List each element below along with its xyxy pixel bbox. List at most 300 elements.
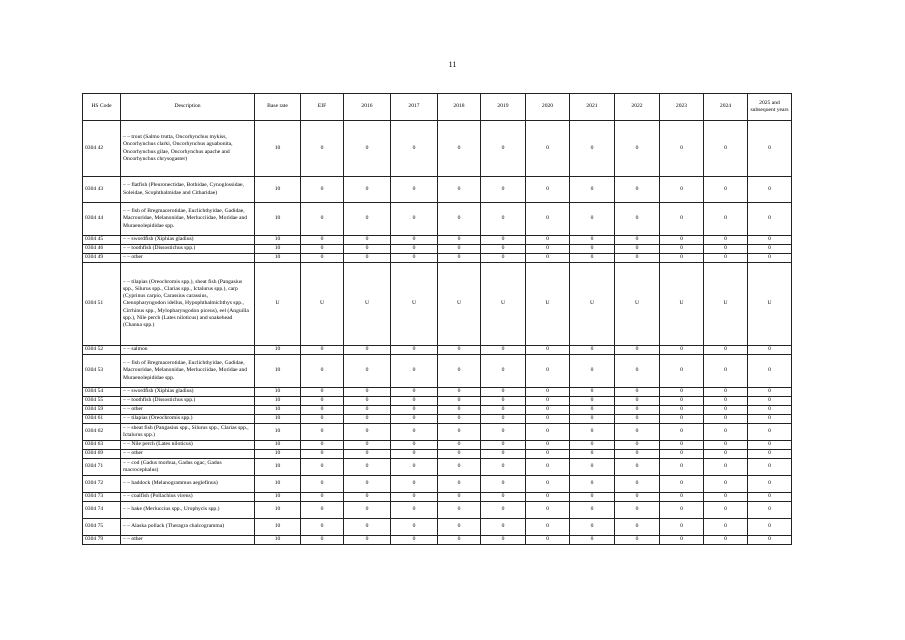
rate-cell: 0 — [748, 121, 792, 177]
rate-cell: 0 — [344, 415, 391, 424]
rate-cell: 0 — [615, 415, 660, 424]
rate-cell: 0 — [704, 441, 748, 450]
table-row — [83, 177, 792, 203]
hs-code-cell: 0304 53 — [83, 355, 121, 388]
rate-cell: U — [391, 263, 438, 346]
hs-code-cell: 0304 61 — [83, 415, 121, 424]
rate-cell: 0 — [438, 519, 481, 536]
rate-cell: 0 — [615, 355, 660, 388]
table-row — [83, 536, 792, 545]
table-header-row — [83, 94, 792, 121]
rate-cell: 0 — [704, 424, 748, 441]
rate-cell: 0 — [526, 536, 570, 545]
rate-cell: 0 — [660, 397, 704, 406]
rate-cell: 0 — [391, 493, 438, 502]
rate-cell: U — [615, 263, 660, 346]
rate-cell: 0 — [526, 476, 570, 493]
rate-cell: 0 — [391, 415, 438, 424]
rate-cell: 0 — [748, 502, 792, 519]
rate-cell: 0 — [615, 424, 660, 441]
rate-cell: 0 — [391, 121, 438, 177]
rate-cell: 0 — [391, 177, 438, 203]
rate-cell: U — [481, 263, 526, 346]
rate-cell: 0 — [570, 519, 615, 536]
description-cell: – – tilapias (Oreochromis spp.), sheat fish (Pangasius spp., Silurus spp., Clarias spp., Ictalurus spp.), carp (Cyprinus carpio, Carassius carassius, Ctenopharyngodon idellus, Hypophthalmichthys spp., Cirrhinus spp., Mylopharyngodon piceus), eel (Anguilla spp.), Nile perch (Lates niloticus) and snakehead (Channa spp.) — [121, 263, 255, 346]
rate-cell: 0 — [481, 346, 526, 355]
hs-code-cell: 0304 71 — [83, 459, 121, 476]
rate-cell: 0 — [438, 406, 481, 415]
rate-cell: 0 — [526, 245, 570, 254]
table-row — [83, 121, 792, 177]
table-body — [83, 121, 792, 545]
rate-cell: 0 — [748, 459, 792, 476]
rate-cell: 0 — [660, 203, 704, 236]
description-cell: – – Nile perch (Lates niloticus) — [121, 441, 255, 450]
rate-cell: 0 — [391, 245, 438, 254]
rate-cell: 10 — [255, 245, 301, 254]
description-cell: – – tilapias (Oreochromis spp.) — [121, 415, 255, 424]
rate-cell: 0 — [660, 346, 704, 355]
rate-cell: 0 — [438, 450, 481, 459]
rate-cell: 0 — [481, 519, 526, 536]
rate-cell: 0 — [301, 397, 344, 406]
rate-cell: 10 — [255, 424, 301, 441]
rate-cell: 0 — [301, 441, 344, 450]
rate-cell: 0 — [570, 450, 615, 459]
rate-cell: U — [438, 263, 481, 346]
rate-cell: 0 — [391, 519, 438, 536]
rate-cell: 0 — [704, 502, 748, 519]
rate-cell: 0 — [301, 424, 344, 441]
rate-cell: 0 — [344, 245, 391, 254]
rate-cell: 0 — [391, 450, 438, 459]
column-header: 2024 — [704, 94, 748, 121]
rate-cell: 0 — [526, 493, 570, 502]
hs-code-cell: 0304 79 — [83, 536, 121, 545]
hs-code-cell: 0304 45 — [83, 236, 121, 245]
rate-cell: 0 — [438, 397, 481, 406]
table-row — [83, 519, 792, 536]
rate-cell: 0 — [481, 424, 526, 441]
rate-cell: 0 — [391, 502, 438, 519]
rate-cell: 0 — [481, 254, 526, 263]
rate-cell: 0 — [704, 536, 748, 545]
hs-code-cell: 0304 69 — [83, 450, 121, 459]
rate-cell: 0 — [391, 536, 438, 545]
rate-cell: 0 — [438, 254, 481, 263]
rate-cell: 10 — [255, 177, 301, 203]
rate-cell: 0 — [438, 121, 481, 177]
rate-cell: 0 — [570, 177, 615, 203]
rate-cell: 0 — [748, 236, 792, 245]
table-row — [83, 493, 792, 502]
description-cell: – – toothfish (Dissostichus spp.) — [121, 397, 255, 406]
rate-cell: 0 — [660, 441, 704, 450]
rate-cell: 0 — [704, 121, 748, 177]
rate-cell: 0 — [570, 203, 615, 236]
rate-cell: 10 — [255, 346, 301, 355]
rate-cell: 0 — [615, 203, 660, 236]
rate-cell: 0 — [481, 502, 526, 519]
table-row — [83, 245, 792, 254]
rate-cell: 0 — [704, 397, 748, 406]
hs-code-cell: 0304 49 — [83, 254, 121, 263]
table-row — [83, 476, 792, 493]
rate-cell: 0 — [481, 415, 526, 424]
description-cell: – – swordfish (Xiphias gladius) — [121, 388, 255, 397]
column-header: 2020 — [526, 94, 570, 121]
hs-code-cell: 0304 54 — [83, 388, 121, 397]
rate-cell: 10 — [255, 441, 301, 450]
rate-cell: 0 — [615, 245, 660, 254]
column-header: 2017 — [391, 94, 438, 121]
table-row — [83, 254, 792, 263]
rate-cell: 0 — [438, 502, 481, 519]
column-header: 2019 — [481, 94, 526, 121]
rate-cell: 0 — [526, 346, 570, 355]
rate-cell: 0 — [301, 254, 344, 263]
rate-cell: 0 — [570, 121, 615, 177]
rate-cell: U — [526, 263, 570, 346]
rate-cell: 0 — [570, 254, 615, 263]
rate-cell: 0 — [615, 388, 660, 397]
rate-cell: 0 — [301, 406, 344, 415]
rate-cell: 0 — [391, 406, 438, 415]
rate-cell: 0 — [481, 441, 526, 450]
rate-cell: 0 — [615, 177, 660, 203]
hs-code-cell: 0304 46 — [83, 245, 121, 254]
description-cell: – – flatfish (Pleuronectidae, Bothidae, Cynoglossidae, Soleidae, Scophthalmidae and Citharidae) — [121, 177, 255, 203]
hs-code-cell: 0304 73 — [83, 493, 121, 502]
rate-cell: 0 — [748, 254, 792, 263]
hs-code-cell: 0304 62 — [83, 424, 121, 441]
rate-cell: 0 — [481, 476, 526, 493]
rate-cell: 0 — [344, 424, 391, 441]
rate-cell: 0 — [391, 424, 438, 441]
rate-cell: 0 — [391, 441, 438, 450]
hs-code-cell: 0304 44 — [83, 203, 121, 236]
rate-cell: 0 — [748, 441, 792, 450]
table-row — [83, 450, 792, 459]
rate-cell: 10 — [255, 406, 301, 415]
hs-code-cell: 0304 51 — [83, 263, 121, 346]
rate-cell: 0 — [526, 177, 570, 203]
rate-cell: 10 — [255, 254, 301, 263]
rate-cell: 0 — [301, 493, 344, 502]
rate-cell: 0 — [391, 254, 438, 263]
description-cell: – – trout (Salmo trutta, Oncorhynchus mykiss, Oncorhynchus clarki, Oncorhynchus aguabonita, Oncorhynchus gilae, Oncorhynchus apache and Oncorhynchus chrysogaster) — [121, 121, 255, 177]
rate-cell: 0 — [481, 177, 526, 203]
rate-cell: 0 — [391, 236, 438, 245]
rate-cell: 0 — [481, 406, 526, 415]
rate-cell: 10 — [255, 493, 301, 502]
description-cell: – – cod (Gadus morhua, Gadus ogac, Gadus macrocephalus) — [121, 459, 255, 476]
table-row — [83, 355, 792, 388]
column-header: HS Code — [83, 94, 121, 121]
rate-cell: 0 — [301, 388, 344, 397]
rate-cell: 0 — [748, 355, 792, 388]
description-cell: – – swordfish (Xiphias gladius) — [121, 236, 255, 245]
rate-cell: 10 — [255, 388, 301, 397]
rate-cell: 0 — [748, 245, 792, 254]
rate-cell: 0 — [615, 441, 660, 450]
rate-cell: 0 — [748, 397, 792, 406]
rate-cell: 0 — [526, 450, 570, 459]
rate-cell: 0 — [748, 177, 792, 203]
rate-cell: 0 — [481, 245, 526, 254]
rate-cell: 0 — [481, 236, 526, 245]
hs-code-cell: 0304 55 — [83, 397, 121, 406]
rate-cell: 0 — [301, 459, 344, 476]
rate-cell: 0 — [570, 406, 615, 415]
description-cell: – – other — [121, 406, 255, 415]
rate-cell: 0 — [301, 476, 344, 493]
rate-cell: 0 — [301, 536, 344, 545]
rate-cell: 0 — [344, 346, 391, 355]
rate-cell: 0 — [660, 459, 704, 476]
table-row — [83, 397, 792, 406]
table-row — [83, 236, 792, 245]
rate-cell: 0 — [704, 254, 748, 263]
rate-cell: 0 — [704, 476, 748, 493]
rate-cell: 0 — [704, 355, 748, 388]
description-cell: – – haddock (Melanogrammus aeglefinus) — [121, 476, 255, 493]
rate-cell: 10 — [255, 355, 301, 388]
table-row — [83, 424, 792, 441]
column-header: 2023 — [660, 94, 704, 121]
rate-cell: 0 — [704, 450, 748, 459]
rate-cell: 0 — [748, 406, 792, 415]
rate-cell: 0 — [438, 493, 481, 502]
rate-cell: 0 — [526, 424, 570, 441]
rate-cell: 0 — [704, 203, 748, 236]
rate-cell: 0 — [481, 536, 526, 545]
rate-cell: 0 — [301, 177, 344, 203]
page-number: 11 — [448, 60, 457, 69]
rate-cell: 0 — [438, 536, 481, 545]
rate-cell: 0 — [526, 388, 570, 397]
rate-cell: 0 — [344, 121, 391, 177]
description-cell: – – Alaska pollack (Theragra chalcogramma) — [121, 519, 255, 536]
description-cell: – – fish of Bregmacerotidae, Euclichthyidae, Gadidae, Macrouridae, Melanonidae, Merlucciidae, Moridae and Muraenolepididae spp. — [121, 203, 255, 236]
column-header: 2016 — [344, 94, 391, 121]
rate-cell: 0 — [570, 397, 615, 406]
rate-cell: 0 — [438, 388, 481, 397]
rate-cell: 0 — [344, 203, 391, 236]
rate-cell: 0 — [570, 493, 615, 502]
rate-cell: 0 — [748, 424, 792, 441]
table-row — [83, 459, 792, 476]
rate-cell: 10 — [255, 519, 301, 536]
rate-cell: 0 — [391, 397, 438, 406]
rate-cell: 0 — [748, 388, 792, 397]
hs-code-cell: 0304 74 — [83, 502, 121, 519]
rate-cell: 0 — [344, 502, 391, 519]
table-row — [83, 441, 792, 450]
rate-cell: 0 — [526, 355, 570, 388]
rate-cell: 0 — [481, 121, 526, 177]
rate-cell: 0 — [704, 177, 748, 203]
rate-cell: 0 — [344, 388, 391, 397]
hs-code-cell: 0304 59 — [83, 406, 121, 415]
rate-cell: 10 — [255, 450, 301, 459]
rate-cell: 0 — [748, 476, 792, 493]
rate-cell: 0 — [526, 441, 570, 450]
hs-code-cell: 0304 42 — [83, 121, 121, 177]
rate-cell: 0 — [344, 450, 391, 459]
rate-cell: 10 — [255, 476, 301, 493]
column-header: EIF — [301, 94, 344, 121]
rate-cell: 0 — [570, 536, 615, 545]
rate-cell: 0 — [301, 236, 344, 245]
rate-cell: 0 — [344, 441, 391, 450]
rate-cell: 0 — [526, 459, 570, 476]
rate-cell: 0 — [660, 519, 704, 536]
rate-cell: 0 — [301, 415, 344, 424]
rate-cell: 0 — [481, 355, 526, 388]
rate-cell: 0 — [660, 493, 704, 502]
rate-cell: 0 — [526, 236, 570, 245]
table-row — [83, 346, 792, 355]
column-header: Base rate — [255, 94, 301, 121]
rate-cell: 0 — [615, 502, 660, 519]
rate-cell: 0 — [615, 346, 660, 355]
rate-cell: 10 — [255, 203, 301, 236]
rate-cell: 0 — [526, 203, 570, 236]
rate-cell: U — [704, 263, 748, 346]
hs-code-cell: 0304 75 — [83, 519, 121, 536]
rate-cell: 0 — [748, 519, 792, 536]
description-cell: – – hake (Merluccius spp., Urophycis spp.) — [121, 502, 255, 519]
rate-cell: 0 — [704, 346, 748, 355]
rate-cell: 0 — [438, 476, 481, 493]
rate-cell: 0 — [660, 502, 704, 519]
description-cell: – – sheat fish (Pangasius spp., Silurus spp., Clarias spp., Ictalurus spp.) — [121, 424, 255, 441]
rate-cell: 0 — [481, 388, 526, 397]
rate-cell: 0 — [660, 476, 704, 493]
rate-cell: 0 — [301, 346, 344, 355]
description-cell: – – other — [121, 254, 255, 263]
table-row — [83, 406, 792, 415]
rate-cell: 0 — [526, 397, 570, 406]
rate-cell: 0 — [391, 355, 438, 388]
rate-cell: 0 — [438, 459, 481, 476]
rate-cell: 0 — [748, 536, 792, 545]
rate-cell: 0 — [344, 493, 391, 502]
rate-cell: 0 — [438, 424, 481, 441]
rate-cell: 0 — [481, 493, 526, 502]
tariff-schedule-table — [82, 93, 792, 545]
column-header: 2022 — [615, 94, 660, 121]
description-cell: – – salmon — [121, 346, 255, 355]
rate-cell: 0 — [344, 406, 391, 415]
rate-cell: 0 — [391, 346, 438, 355]
rate-cell: 0 — [615, 476, 660, 493]
rate-cell: 0 — [704, 493, 748, 502]
rate-cell: 10 — [255, 502, 301, 519]
rate-cell: 0 — [301, 519, 344, 536]
column-header: Description — [121, 94, 255, 121]
rate-cell: 0 — [438, 203, 481, 236]
rate-cell: 0 — [704, 406, 748, 415]
description-cell: – – other — [121, 536, 255, 545]
rate-cell: 0 — [391, 203, 438, 236]
rate-cell: 0 — [570, 236, 615, 245]
rate-cell: 0 — [615, 450, 660, 459]
rate-cell: 0 — [660, 236, 704, 245]
rate-cell: 0 — [570, 424, 615, 441]
description-cell: – – toothfish (Dissostichus spp.) — [121, 245, 255, 254]
rate-cell: 0 — [660, 245, 704, 254]
rate-cell: 10 — [255, 121, 301, 177]
rate-cell: 10 — [255, 415, 301, 424]
rate-cell: 0 — [301, 502, 344, 519]
rate-cell: 0 — [526, 415, 570, 424]
hs-code-cell: 0304 63 — [83, 441, 121, 450]
rate-cell: U — [570, 263, 615, 346]
column-header: 2018 — [438, 94, 481, 121]
rate-cell: 0 — [748, 493, 792, 502]
rate-cell: 0 — [660, 415, 704, 424]
rate-cell: 0 — [660, 388, 704, 397]
rate-cell: 0 — [615, 493, 660, 502]
rate-cell: 0 — [344, 476, 391, 493]
rate-cell: 0 — [615, 519, 660, 536]
rate-cell: 0 — [615, 536, 660, 545]
rate-cell: 0 — [344, 355, 391, 388]
rate-cell: 0 — [438, 236, 481, 245]
description-cell: – – coalfish (Pollachius virens) — [121, 493, 255, 502]
rate-cell: 0 — [570, 388, 615, 397]
rate-cell: 0 — [301, 450, 344, 459]
rate-cell: U — [301, 263, 344, 346]
rate-cell: 0 — [526, 406, 570, 415]
rate-cell: 0 — [570, 346, 615, 355]
rate-cell: 0 — [301, 121, 344, 177]
rate-cell: 10 — [255, 397, 301, 406]
rate-cell: 0 — [344, 459, 391, 476]
rate-cell: 10 — [255, 459, 301, 476]
rate-cell: 0 — [660, 406, 704, 415]
rate-cell: 0 — [615, 459, 660, 476]
rate-cell: 0 — [438, 346, 481, 355]
rate-cell: 0 — [660, 536, 704, 545]
column-header: 2025 and subsequent years — [748, 94, 792, 121]
rate-cell: 0 — [570, 459, 615, 476]
rate-cell: 0 — [301, 203, 344, 236]
rate-cell: 0 — [391, 388, 438, 397]
rate-cell: 0 — [615, 397, 660, 406]
rate-cell: U — [748, 263, 792, 346]
rate-cell: 10 — [255, 536, 301, 545]
hs-code-cell: 0304 52 — [83, 346, 121, 355]
rate-cell: 0 — [438, 415, 481, 424]
rate-cell: 0 — [570, 441, 615, 450]
rate-cell: 0 — [704, 415, 748, 424]
rate-cell: 0 — [481, 459, 526, 476]
description-cell: – – other — [121, 450, 255, 459]
rate-cell: U — [344, 263, 391, 346]
rate-cell: 0 — [391, 476, 438, 493]
rate-cell: 0 — [704, 245, 748, 254]
rate-cell: 0 — [301, 355, 344, 388]
column-header: 2021 — [570, 94, 615, 121]
rate-cell: U — [660, 263, 704, 346]
table-row — [83, 203, 792, 236]
rate-cell: 0 — [391, 459, 438, 476]
rate-cell: 0 — [344, 536, 391, 545]
rate-cell: 0 — [704, 459, 748, 476]
